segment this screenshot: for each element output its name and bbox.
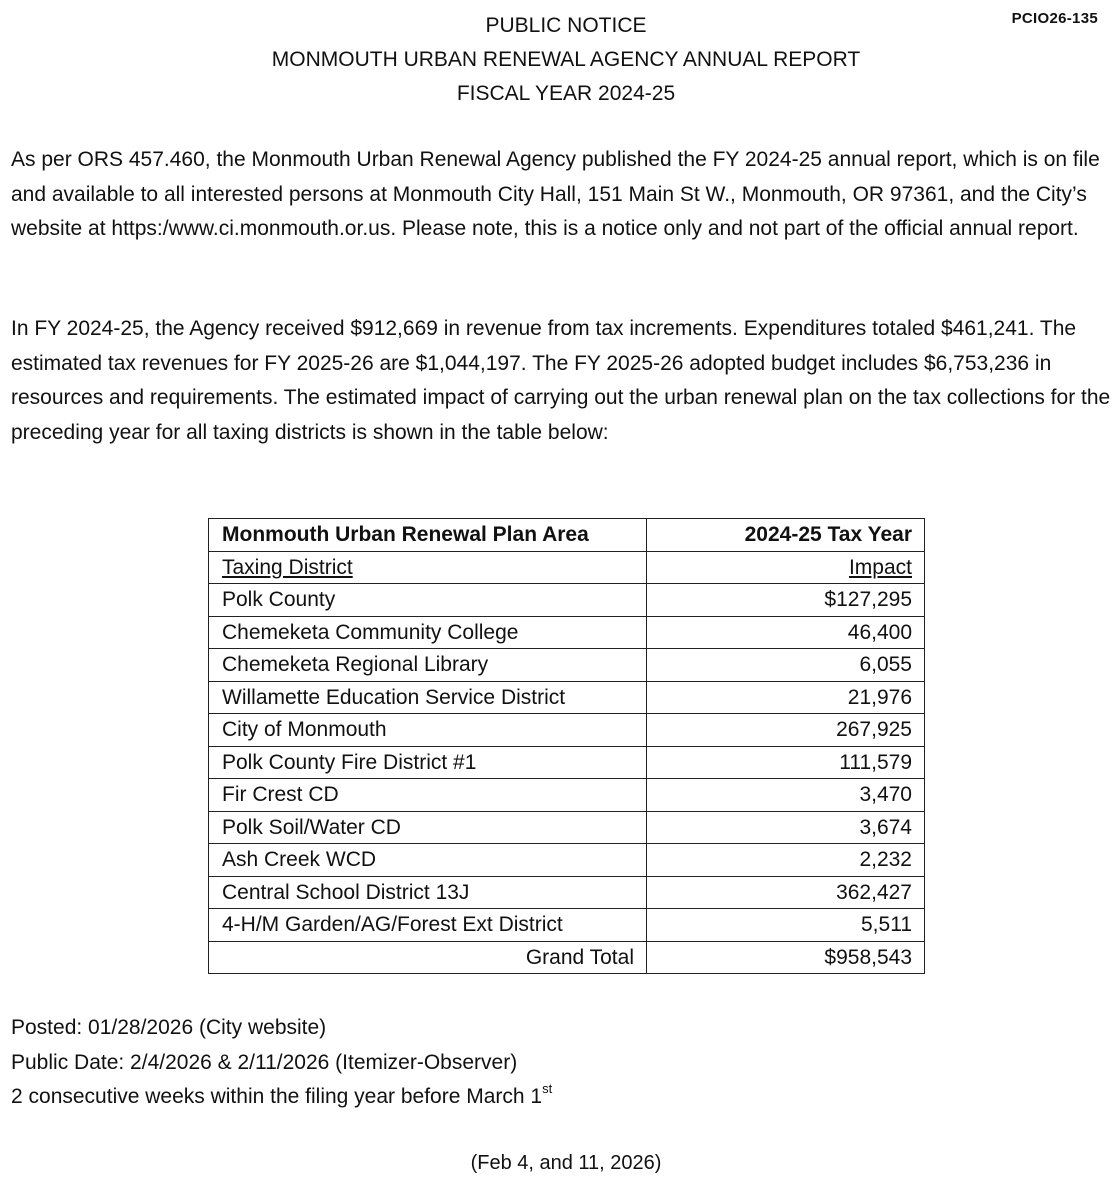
table-header-row (209, 519, 925, 552)
district-impact: 362,427 (647, 876, 925, 909)
district-impact: 111,579 (647, 746, 925, 779)
district-name: Ash Creek WCD (209, 844, 647, 877)
weeks-text: 2 consecutive weeks within the filing year before March 1 (11, 1085, 543, 1108)
district-impact: $127,295 (647, 584, 925, 617)
district-impact: 6,055 (647, 649, 925, 682)
table-row (209, 616, 925, 649)
subheader-cell-district (209, 551, 647, 584)
district-name: Chemeketa Regional Library (209, 649, 647, 682)
table-row (209, 844, 925, 877)
public-date: Public Date: 2/4/2026 & 2/11/2026 (Itemizer-Observer) (11, 1050, 518, 1074)
table-row (209, 649, 925, 682)
table-row (209, 779, 925, 812)
table-subheader-row (209, 551, 925, 584)
district-impact: 21,976 (647, 681, 925, 714)
district-name: Polk County Fire District #1 (209, 746, 647, 779)
table-row (209, 876, 925, 909)
table-row (209, 584, 925, 617)
table-row (209, 714, 925, 747)
weeks-line (11, 1080, 552, 1115)
district-impact: 46,400 (647, 616, 925, 649)
table-row (209, 746, 925, 779)
subheader-impact: Impact (848, 555, 912, 579)
posted-date: Posted: 01/28/2026 (City website) (11, 1016, 327, 1039)
table-row (209, 909, 925, 942)
district-name: Central School District 13J (209, 876, 647, 909)
district-name: Chemeketa Community College (209, 616, 647, 649)
header-plan-area: Monmouth Urban Renewal Plan Area (209, 519, 647, 552)
title-line-3: FISCAL YEAR 2024-25 (456, 82, 676, 105)
table-row (209, 681, 925, 714)
district-impact: 2,232 (647, 844, 925, 877)
paragraph-report-availability: As per ORS 457.460, the Monmouth Urban Renewal Agency published the FY 2024-25 annual report, which is on file and available to all interested persons at Monmouth City Hall, 151 Main St W., Monmouth, OR 97361, and the City’s website at https:/www.ci.monmouth.or.us. Please note, this is a notice only and not part of the official annual report. (11, 148, 1100, 240)
posting-info (11, 1011, 552, 1115)
district-name: Fir Crest CD (209, 779, 647, 812)
weeks-superscript: st (542, 1081, 553, 1096)
tax-impact-table (208, 518, 925, 974)
title-line-1: PUBLIC NOTICE (485, 14, 647, 37)
district-impact: 3,674 (647, 811, 925, 844)
grand-total-label: Grand Total (209, 941, 647, 974)
publication-dates: (Feb 4, and 11, 2026) (470, 1152, 662, 1174)
district-name: 4-H/M Garden/AG/Forest Ext District (209, 909, 647, 942)
subheader-taxing-district: Taxing District (222, 555, 353, 579)
title-line-2: MONMOUTH URBAN RENEWAL AGENCY ANNUAL REPORT (271, 48, 861, 71)
grand-total-row (209, 941, 925, 974)
district-impact: 5,511 (647, 909, 925, 942)
header-tax-year: 2024-25 Tax Year (647, 519, 925, 552)
notice-title (0, 9, 1116, 111)
district-name: Willamette Education Service District (209, 681, 647, 714)
subheader-cell-impact (647, 551, 925, 584)
district-name: City of Monmouth (209, 714, 647, 747)
district-name: Polk Soil/Water CD (209, 811, 647, 844)
district-impact: 267,925 (647, 714, 925, 747)
notice-id: PCIO26-135 (1011, 10, 1098, 27)
paragraph-financial-summary: In FY 2024-25, the Agency received $912,669 in revenue from tax increments. Expenditures totaled $461,241. The estimated tax revenues for FY 2025-26 are $1,044,197. The FY 2025-26 adopted budget includes $6,753,236 in resources and requirements. The estimated impact of carrying out the urban renewal plan on the tax collections for the preceding year for all taxing districts is shown in the table below: (11, 317, 1111, 444)
table-row (209, 811, 925, 844)
grand-total-value: $958,543 (647, 941, 925, 974)
district-impact: 3,470 (647, 779, 925, 812)
tax-impact-table-body (209, 519, 925, 974)
district-name: Polk County (209, 584, 647, 617)
